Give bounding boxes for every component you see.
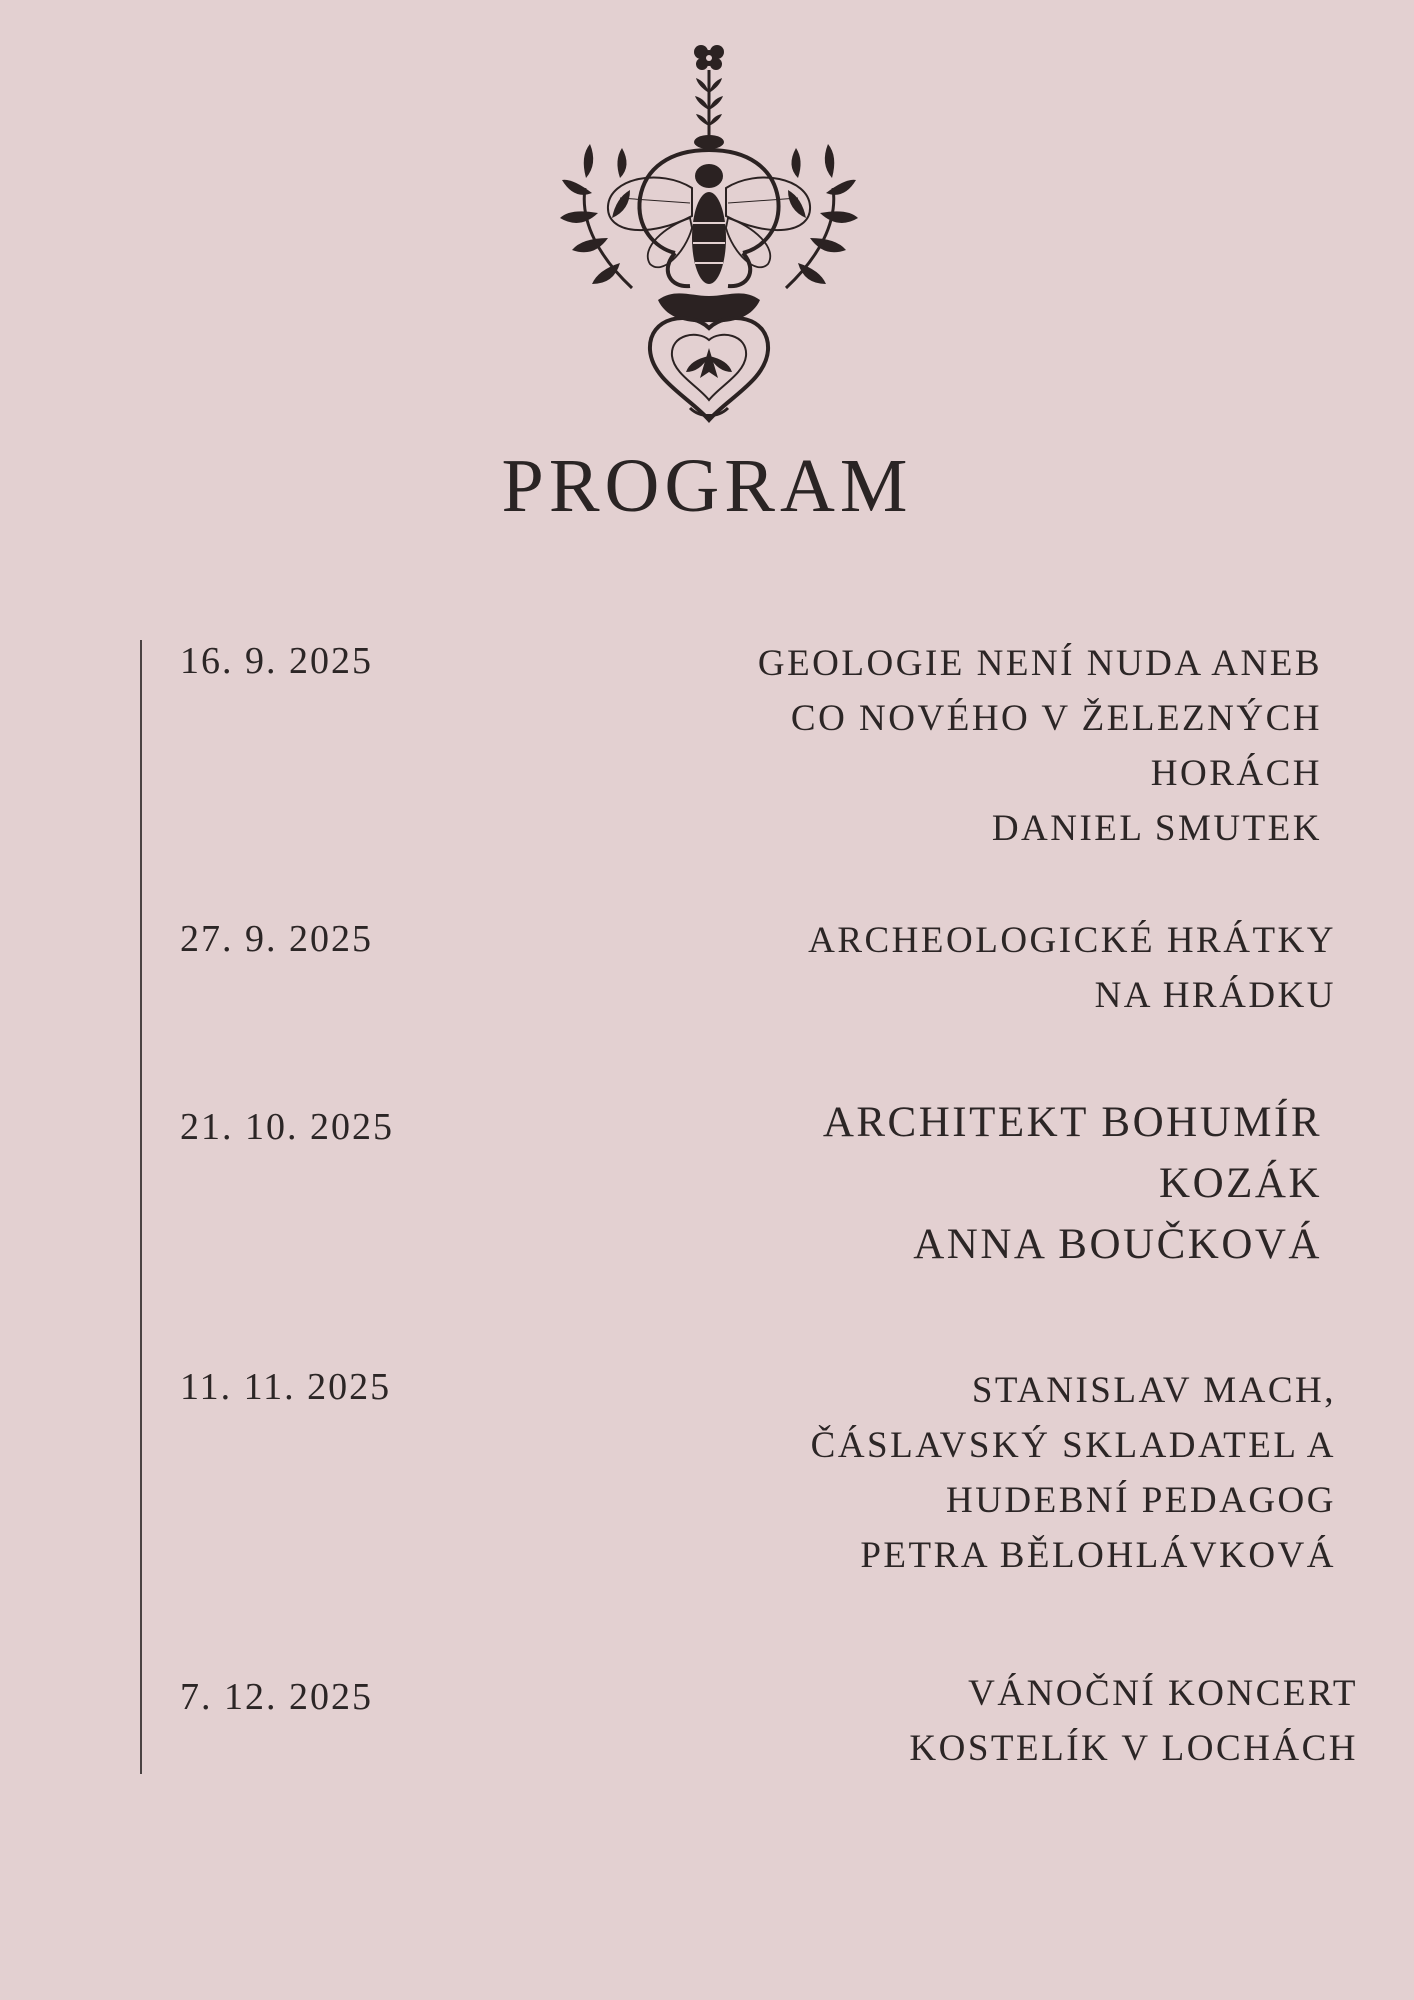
- event-date: 11. 11. 2025: [180, 1366, 392, 1408]
- event-line: GEOLOGIE NENÍ NUDA ANEB: [757, 643, 1322, 684]
- event-date: 21. 10. 2025: [180, 1106, 394, 1148]
- event-line: ČÁSLAVSKÝ SKLADATEL A: [810, 1425, 1336, 1466]
- event-line: HORÁCH: [1150, 753, 1322, 794]
- event-description: [823, 1092, 1322, 1275]
- event-line: KOZÁK: [1159, 1160, 1322, 1207]
- event-description: [811, 1363, 1336, 1583]
- event-line: ANNA BOUČKOVÁ: [913, 1221, 1322, 1268]
- event-date: 27. 9. 2025: [180, 918, 373, 960]
- event-line: STANISLAV MACH,: [971, 1370, 1336, 1411]
- ornamental-bee-emblem-icon: [540, 38, 870, 428]
- event-date: 16. 9. 2025: [180, 640, 373, 682]
- event-line: ARCHITEKT BOHUMÍR: [822, 1099, 1322, 1146]
- event-description: [758, 636, 1322, 856]
- timeline-line: [140, 640, 142, 1774]
- event-line: KOSTELÍK V LOCHÁCH: [909, 1728, 1358, 1769]
- event-line: HUDEBNÍ PEDAGOG: [945, 1480, 1336, 1521]
- event-line: ARCHEOLOGICKÉ HRÁTKY: [808, 920, 1336, 961]
- event-description: [808, 913, 1336, 1023]
- event-date: 7. 12. 2025: [180, 1676, 373, 1718]
- event-line: NA HRÁDKU: [1094, 975, 1336, 1016]
- event-description: [909, 1666, 1358, 1776]
- event-line: DANIEL SMUTEK: [991, 808, 1322, 849]
- event-line: PETRA BĚLOHLÁVKOVÁ: [860, 1535, 1336, 1576]
- page-title: PROGRAM: [501, 444, 913, 528]
- event-line: CO NOVÉHO V ŽELEZNÝCH: [790, 698, 1322, 739]
- event-line: VÁNOČNÍ KONCERT: [968, 1673, 1358, 1714]
